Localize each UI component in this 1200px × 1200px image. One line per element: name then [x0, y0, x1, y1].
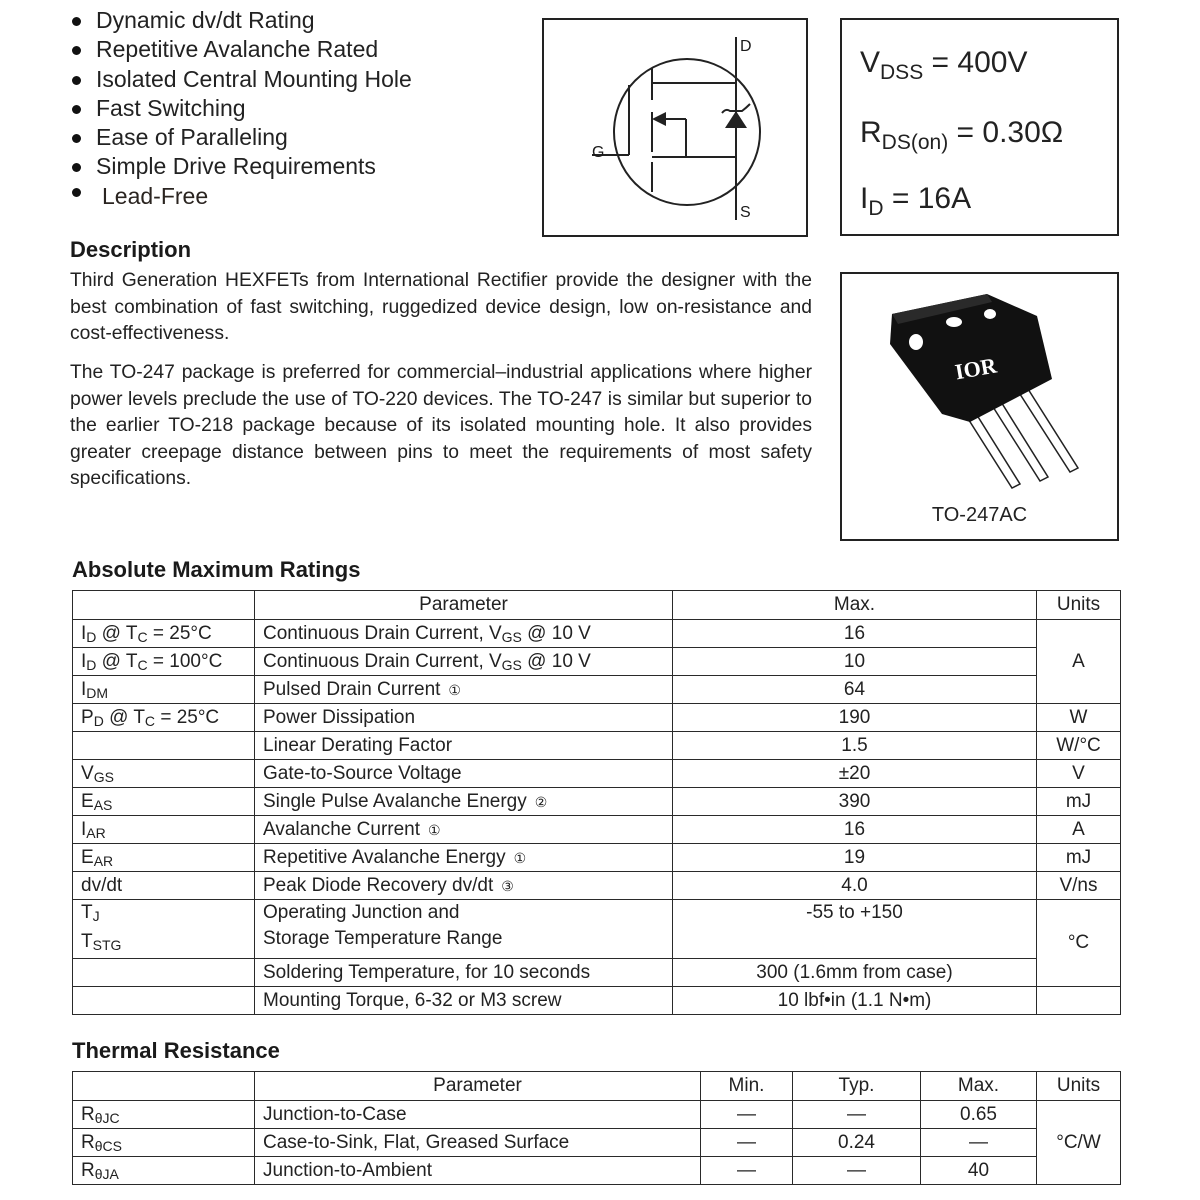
feature-item: Fast Switching	[70, 94, 412, 123]
header-units: Units	[1037, 1072, 1121, 1101]
max-cell: 10 lbf•in (1.1 N•m)	[673, 987, 1037, 1015]
description-paragraph-2: The TO-247 package is preferred for commercial–industrial applications where higher power levels preclude the use of TO-220 devices. The TO-247 is similar but superior to the earlier TO-218 package because of its isolated mounting hole. It also provides greater creepage distance between pins to meet the requirements of most safety specifications.	[70, 362, 812, 489]
parameter-cell: Pulsed Drain Current ①	[255, 676, 673, 704]
key-specs-box	[840, 18, 1119, 236]
header-max: Max.	[673, 591, 1037, 620]
max-cell: 390	[673, 788, 1037, 816]
symbol-cell: dv/dt	[73, 872, 255, 900]
parameter-cell: Case-to-Sink, Flat, Greased Surface	[255, 1129, 701, 1157]
feature-item: Dynamic dv/dt Rating	[70, 6, 412, 35]
bullet-icon	[72, 46, 81, 55]
parameter-cell: Soldering Temperature, for 10 seconds	[255, 959, 673, 987]
table-row	[73, 987, 1121, 1015]
footnote-marker: ①	[513, 849, 527, 866]
min-cell: —	[701, 1157, 793, 1185]
symbol-cell: $P_D$ @ $T_C = 25^\circ C$	[73, 704, 255, 732]
units-cell	[1037, 987, 1121, 1015]
rdson-spec: $R_{DS(on)} = 0.30\Omega$	[860, 116, 1064, 154]
typ-cell: 0.24	[793, 1129, 921, 1157]
symbol-cell: $E_{AS}$	[73, 788, 255, 816]
parameter-cell: Repetitive Avalanche Energy ①	[255, 844, 673, 872]
table-row	[73, 1101, 1121, 1129]
id-spec: $I_D = 16A$	[860, 182, 972, 220]
header-units: Units	[1037, 591, 1121, 620]
units-cell: °C	[1037, 900, 1121, 987]
symbol-cell: $I_D$ @ $T_C = 25^\circ C$	[73, 620, 255, 648]
parameter-cell: Linear Derating Factor	[255, 732, 673, 760]
table-row	[73, 1129, 1121, 1157]
symbol-cell: $I_D$ @ $T_C = 100^\circ C$	[73, 648, 255, 676]
symbol-cell	[73, 732, 255, 760]
symbol-cell: $E_{AR}$	[73, 844, 255, 872]
header-typ: Typ.	[793, 1072, 921, 1101]
parameter-cell: Power Dissipation	[255, 704, 673, 732]
symbol-cell: $R_{\theta CS}$	[73, 1129, 255, 1157]
source-label: S	[740, 204, 751, 221]
units-cell: mJ	[1037, 788, 1121, 816]
vdss-spec: $V_{DSS} = 400V$	[860, 46, 1028, 84]
parameter-cell: Gate-to-Source Voltage	[255, 760, 673, 788]
description-paragraph-1: Third Generation HEXFETs from International Rectifier provide the designer with the best combination of fast switching, ruggedized device design, low on-resistance and cost-effectiveness.	[70, 270, 812, 344]
units-cell: W/°C	[1037, 732, 1121, 760]
feature-item: Ease of Paralleling	[70, 123, 412, 152]
max-cell: 190	[673, 704, 1037, 732]
package-image-box	[840, 272, 1119, 541]
parameter-cell: Continuous Drain Current, $V_{GS}$ @ 10 V	[255, 648, 673, 676]
header-symbol	[73, 591, 255, 620]
parameter-cell: Mounting Torque, 6-32 or M3 screw	[255, 987, 673, 1015]
bullet-icon	[72, 188, 81, 197]
parameter-cell: Continuous Drain Current, $V_{GS}$ @ 10 V	[255, 620, 673, 648]
feature-item: Repetitive Avalanche Rated	[70, 35, 412, 64]
symbol-cell	[73, 959, 255, 987]
mosfet-symbol-box	[542, 18, 808, 237]
header-symbol	[73, 1072, 255, 1101]
max-cell: ±20	[673, 760, 1037, 788]
feature-item-lead-free: Lead-Free	[70, 182, 412, 211]
max-cell: -55 to +150	[673, 900, 1037, 959]
parameter-cell: Junction-to-Case	[255, 1101, 701, 1129]
table-row	[73, 959, 1121, 987]
max-cell: 40	[921, 1157, 1037, 1185]
bullet-icon	[72, 134, 81, 143]
symbol-cell: $T_J$ $T_{STG}$	[73, 900, 255, 959]
parameter-cell: Avalanche Current ①	[255, 816, 673, 844]
thermal-heading: Thermal Resistance	[72, 1038, 280, 1063]
bullet-icon	[72, 105, 81, 114]
table-row	[73, 704, 1121, 732]
table-row	[73, 872, 1121, 900]
symbol-cell: $V_{GS}$	[73, 760, 255, 788]
header-parameter: Parameter	[255, 1072, 701, 1101]
typ-cell: —	[793, 1101, 921, 1129]
symbol-cell: $R_{\theta JC}$	[73, 1101, 255, 1129]
thermal-table	[72, 1071, 1121, 1185]
units-cell: V/ns	[1037, 872, 1121, 900]
parameter-cell: Operating Junction and Storage Temperature Range	[255, 900, 673, 959]
table-row	[73, 1157, 1121, 1185]
table-row	[73, 676, 1121, 704]
symbol-cell: $R_{\theta JA}$	[73, 1157, 255, 1185]
units-cell: mJ	[1037, 844, 1121, 872]
footnote-marker: ①	[428, 821, 441, 838]
max-cell: 1.5	[673, 732, 1037, 760]
ior-logo: IOR	[953, 352, 999, 385]
max-cell: 64	[673, 676, 1037, 704]
to247-package-icon	[842, 274, 1117, 499]
bullet-icon	[72, 76, 81, 85]
max-cell: —	[921, 1129, 1037, 1157]
min-cell: —	[701, 1129, 793, 1157]
n-channel-mosfet-symbol-icon	[544, 20, 806, 235]
parameter-cell: Peak Diode Recovery dv/dt ③	[255, 872, 673, 900]
table-header-row	[73, 591, 1121, 620]
typ-cell: —	[793, 1157, 921, 1185]
max-cell: 10	[673, 648, 1037, 676]
header-parameter: Parameter	[255, 591, 673, 620]
max-cell: 300 (1.6mm from case)	[673, 959, 1037, 987]
bullet-icon	[72, 163, 81, 172]
feature-item: Isolated Central Mounting Hole	[70, 65, 412, 94]
min-cell: —	[701, 1101, 793, 1129]
features-list	[70, 6, 412, 211]
feature-item: Simple Drive Requirements	[70, 152, 412, 181]
footnote-marker: ③	[501, 877, 514, 894]
max-cell: 4.0	[673, 872, 1037, 900]
table-header-row	[73, 1072, 1121, 1101]
drain-label: D	[740, 38, 752, 55]
max-cell: 16	[673, 620, 1037, 648]
package-label: TO-247AC	[931, 504, 1028, 526]
symbol-cell: $I_{AR}$	[73, 816, 255, 844]
description-heading: Description	[70, 237, 192, 262]
units-cell: °C/W	[1037, 1101, 1121, 1185]
units-cell: A	[1037, 816, 1121, 844]
table-row	[73, 620, 1121, 648]
max-cell: 0.65	[921, 1101, 1037, 1129]
footnote-marker: ②	[534, 793, 548, 810]
table-row	[73, 816, 1121, 844]
header-min: Min.	[701, 1072, 793, 1101]
table-row	[73, 844, 1121, 872]
parameter-cell: Single Pulse Avalanche Energy ②	[255, 788, 673, 816]
symbol-cell	[73, 987, 255, 1015]
table-row	[73, 648, 1121, 676]
units-cell: W	[1037, 704, 1121, 732]
table-row	[73, 760, 1121, 788]
gate-label: G	[592, 144, 605, 161]
symbol-cell: $I_{DM}$	[73, 676, 255, 704]
header-max: Max.	[921, 1072, 1037, 1101]
units-cell: V	[1037, 760, 1121, 788]
footnote-marker: ①	[448, 681, 461, 698]
table-row	[73, 900, 1121, 959]
table-row	[73, 732, 1121, 760]
table-row	[73, 788, 1121, 816]
absolute-max-heading: Absolute Maximum Ratings	[72, 557, 361, 582]
absolute-max-table	[72, 590, 1121, 1015]
units-cell: A	[1037, 620, 1121, 704]
max-cell: 16	[673, 816, 1037, 844]
parameter-cell: Junction-to-Ambient	[255, 1157, 701, 1185]
max-cell: 19	[673, 844, 1037, 872]
bullet-icon	[72, 17, 81, 26]
